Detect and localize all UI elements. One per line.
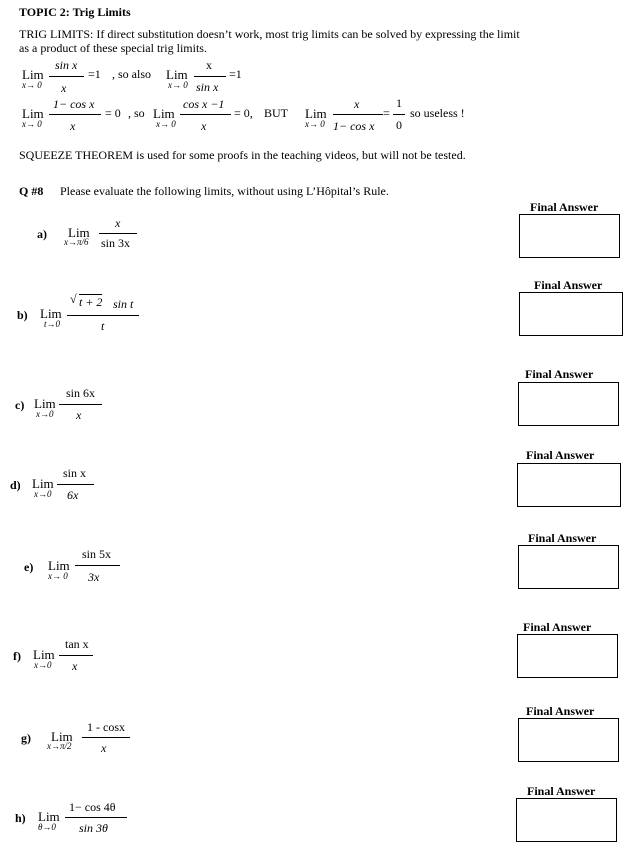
final-answer-label: Final Answer bbox=[525, 367, 594, 381]
fraction-numerator: sin t bbox=[113, 297, 134, 311]
lim-subscript: x→ 0 bbox=[168, 80, 188, 90]
lim-label: Lim bbox=[22, 106, 44, 121]
fraction-numerator: x bbox=[206, 58, 212, 72]
fraction-denominator: t bbox=[101, 319, 105, 333]
part-label: c) bbox=[15, 398, 25, 412]
fraction-denominator: x bbox=[76, 408, 82, 422]
final-answer-label: Final Answer bbox=[526, 704, 595, 718]
final-answer-label: Final Answer bbox=[527, 784, 596, 798]
part-label: h) bbox=[15, 811, 26, 825]
fraction-denominator: 1− cos x bbox=[333, 119, 375, 133]
equals-value: = 0 bbox=[105, 106, 121, 120]
lim-subscript: x→ 0 bbox=[48, 571, 68, 581]
lim-label: Lim bbox=[34, 396, 56, 411]
page-title: TOPIC 2: Trig Limits bbox=[19, 5, 131, 19]
lim-label: Lim bbox=[22, 67, 44, 82]
fraction-numerator: sin x bbox=[63, 466, 87, 480]
lim-subscript: t→0 bbox=[44, 319, 61, 329]
fraction-denominator: 0 bbox=[396, 118, 402, 132]
intro-line-2: as a product of these special trig limits. bbox=[19, 41, 207, 55]
lim-label: Lim bbox=[153, 106, 175, 121]
part-label: d) bbox=[10, 478, 21, 492]
fraction-numerator: sin x bbox=[55, 58, 78, 72]
final-answer-label: Final Answer bbox=[530, 200, 599, 214]
fraction-denominator: x bbox=[72, 659, 78, 673]
lim-label: Lim bbox=[33, 647, 55, 662]
fraction-denominator: sin x bbox=[196, 80, 219, 94]
lim-subscript: x→0 bbox=[34, 660, 52, 670]
fraction-denominator: x bbox=[101, 741, 107, 755]
lim-subscript: x→0 bbox=[36, 409, 54, 419]
squeeze-note: SQUEEZE THEOREM is used for some proofs in the teaching videos, but will not be tested. bbox=[19, 148, 466, 162]
but-text: BUT bbox=[264, 106, 288, 120]
fraction-numerator: 1− cos x bbox=[53, 97, 95, 111]
fraction-denominator: 6x bbox=[67, 488, 79, 502]
equals-value: = 0, bbox=[234, 106, 253, 120]
final-answer-box-c[interactable] bbox=[518, 382, 619, 426]
equals-sign: = bbox=[383, 106, 390, 120]
radicand: t + 2 bbox=[79, 295, 103, 309]
final-answer-box-a[interactable] bbox=[519, 214, 620, 258]
fraction-numerator: 1− cos 4θ bbox=[69, 800, 116, 814]
useless-note: so useless ! bbox=[410, 106, 465, 120]
fraction-denominator: sin 3x bbox=[101, 236, 131, 250]
lim-label: Lim bbox=[40, 306, 62, 321]
final-answer-label: Final Answer bbox=[523, 620, 592, 634]
lim-label: Lim bbox=[305, 106, 327, 121]
part-label: a) bbox=[37, 227, 47, 241]
lim-subscript: x→π/6 bbox=[64, 237, 89, 247]
final-answer-label: Final Answer bbox=[534, 278, 603, 292]
question-prompt: Please evaluate the following limits, without using L’Hôpital’s Rule. bbox=[60, 184, 389, 198]
equals-value: =1 bbox=[88, 67, 101, 81]
fraction-numerator: sin 6x bbox=[66, 386, 96, 400]
lim-subscript: x→ 0 bbox=[22, 119, 42, 129]
final-answer-box-g[interactable] bbox=[518, 718, 619, 762]
fraction-denominator: sin 3θ bbox=[79, 821, 108, 835]
lim-subscript: θ→0 bbox=[38, 822, 56, 832]
final-answer-box-e[interactable] bbox=[518, 545, 619, 589]
question-number: Q #8 bbox=[19, 184, 44, 198]
lim-label: Lim bbox=[68, 225, 90, 240]
fraction-denominator: x bbox=[70, 119, 76, 133]
lim-subscript: x→ 0 bbox=[156, 119, 176, 129]
fraction-denominator: x bbox=[201, 119, 207, 133]
connector-text: , so bbox=[128, 106, 145, 120]
fraction-numerator: x bbox=[354, 97, 360, 111]
intro-line-1: TRIG LIMITS: If direct substitution doesn’t work, most trig limits can be solved by expressing the limit bbox=[19, 27, 520, 41]
equals-value: =1 bbox=[229, 67, 242, 81]
final-answer-box-b[interactable] bbox=[519, 292, 623, 336]
fraction-numerator: 1 - cosx bbox=[87, 720, 125, 734]
part-label: b) bbox=[17, 308, 28, 322]
lim-label: Lim bbox=[38, 809, 60, 824]
final-answer-box-f[interactable] bbox=[517, 634, 618, 678]
fraction-numerator: sin 5x bbox=[82, 547, 112, 561]
part-label: e) bbox=[24, 560, 34, 574]
final-answer-label: Final Answer bbox=[526, 448, 595, 462]
fraction-numerator: cos x −1 bbox=[183, 97, 225, 111]
fraction-denominator: x bbox=[61, 81, 67, 95]
final-answer-box-d[interactable] bbox=[517, 463, 621, 507]
connector-text: , so also bbox=[112, 67, 151, 81]
lim-subscript: x→ 0 bbox=[22, 80, 42, 90]
lim-subscript: x→0 bbox=[34, 489, 52, 499]
fraction-numerator: tan x bbox=[65, 637, 89, 651]
fraction-numerator: 1 bbox=[396, 96, 402, 110]
final-answer-box-h[interactable] bbox=[516, 798, 617, 842]
final-answer-label: Final Answer bbox=[528, 531, 597, 545]
lim-subscript: x→π/2 bbox=[47, 741, 72, 751]
part-label: f) bbox=[13, 649, 21, 663]
lim-label: Lim bbox=[32, 476, 54, 491]
lim-label: Lim bbox=[166, 67, 188, 82]
fraction-numerator: x bbox=[115, 216, 121, 230]
lim-label: Lim bbox=[51, 729, 73, 744]
lim-subscript: x→ 0 bbox=[305, 119, 325, 129]
sqrt-icon: √ bbox=[70, 292, 77, 306]
part-label: g) bbox=[21, 731, 31, 745]
lim-label: Lim bbox=[48, 558, 70, 573]
fraction-denominator: 3x bbox=[88, 570, 100, 584]
